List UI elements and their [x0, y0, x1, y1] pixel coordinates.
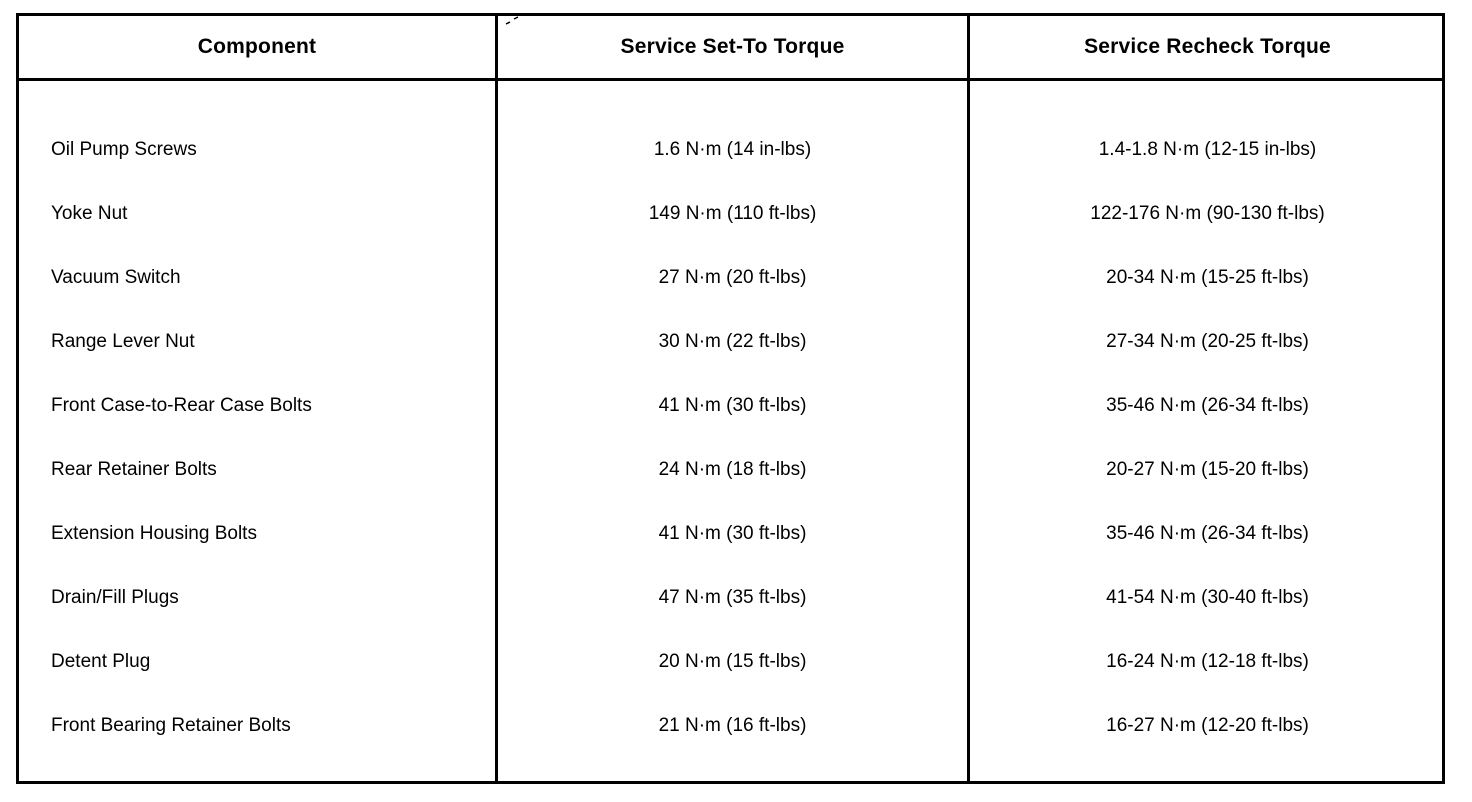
recheck-torque-cell: 41-54 N·m (30-40 ft-lbs) [1106, 587, 1309, 608]
table-row [19, 246, 1442, 310]
recheck-torque-cell: 122-176 N·m (90-130 ft-lbs) [1090, 203, 1325, 224]
header-recheck-torque: Service Recheck Torque [1084, 35, 1331, 58]
set-to-torque-cell: 41 N·m (30 ft-lbs) [658, 395, 807, 416]
table-row [19, 566, 1442, 630]
scan-speck [505, 14, 527, 26]
component-cell: Rear Retainer Bolts [51, 459, 217, 480]
header-divider [19, 78, 1442, 81]
recheck-torque-cell: 16-27 N·m (12-20 ft-lbs) [1106, 715, 1309, 736]
table-row [19, 310, 1442, 374]
recheck-torque-cell: 27-34 N·m (20-25 ft-lbs) [1106, 331, 1309, 352]
set-to-torque-cell: 24 N·m (18 ft-lbs) [658, 459, 807, 480]
set-to-torque-cell: 30 N·m (22 ft-lbs) [658, 331, 807, 352]
component-cell: Oil Pump Screws [51, 139, 197, 160]
set-to-torque-cell: 47 N·m (35 ft-lbs) [658, 587, 807, 608]
table-row [19, 118, 1442, 182]
set-to-torque-cell: 20 N·m (15 ft-lbs) [658, 651, 807, 672]
set-to-torque-cell: 149 N·m (110 ft-lbs) [648, 203, 817, 224]
component-cell: Extension Housing Bolts [51, 523, 257, 544]
set-to-torque-cell: 41 N·m (30 ft-lbs) [658, 523, 807, 544]
set-to-torque-cell: 27 N·m (20 ft-lbs) [658, 267, 807, 288]
recheck-torque-cell: 20-27 N·m (15-20 ft-lbs) [1106, 459, 1309, 480]
recheck-torque-cell: 20-34 N·m (15-25 ft-lbs) [1106, 267, 1309, 288]
header-set-to-torque: Service Set-To Torque [620, 35, 845, 58]
component-cell: Front Case-to-Rear Case Bolts [51, 395, 312, 416]
set-to-torque-cell: 21 N·m (16 ft-lbs) [658, 715, 807, 736]
table-row [19, 438, 1442, 502]
recheck-torque-cell: 35-46 N·m (26-34 ft-lbs) [1106, 523, 1309, 544]
component-cell: Vacuum Switch [51, 267, 181, 288]
table-row [19, 694, 1442, 758]
set-to-torque-cell: 1.6 N·m (14 in-lbs) [653, 139, 812, 160]
table-row [19, 182, 1442, 246]
component-cell: Detent Plug [51, 651, 151, 672]
torque-table [16, 13, 1445, 784]
table-row [19, 630, 1442, 694]
component-cell: Yoke Nut [51, 203, 128, 224]
table-row [19, 374, 1442, 438]
header-component: Component [197, 35, 317, 58]
recheck-torque-cell: 1.4-1.8 N·m (12-15 in-lbs) [1098, 139, 1317, 160]
recheck-torque-cell: 16-24 N·m (12-18 ft-lbs) [1106, 651, 1309, 672]
component-cell: Front Bearing Retainer Bolts [51, 715, 291, 736]
table-row [19, 502, 1442, 566]
recheck-torque-cell: 35-46 N·m (26-34 ft-lbs) [1106, 395, 1309, 416]
component-cell: Drain/Fill Plugs [51, 587, 179, 608]
component-cell: Range Lever Nut [51, 331, 195, 352]
